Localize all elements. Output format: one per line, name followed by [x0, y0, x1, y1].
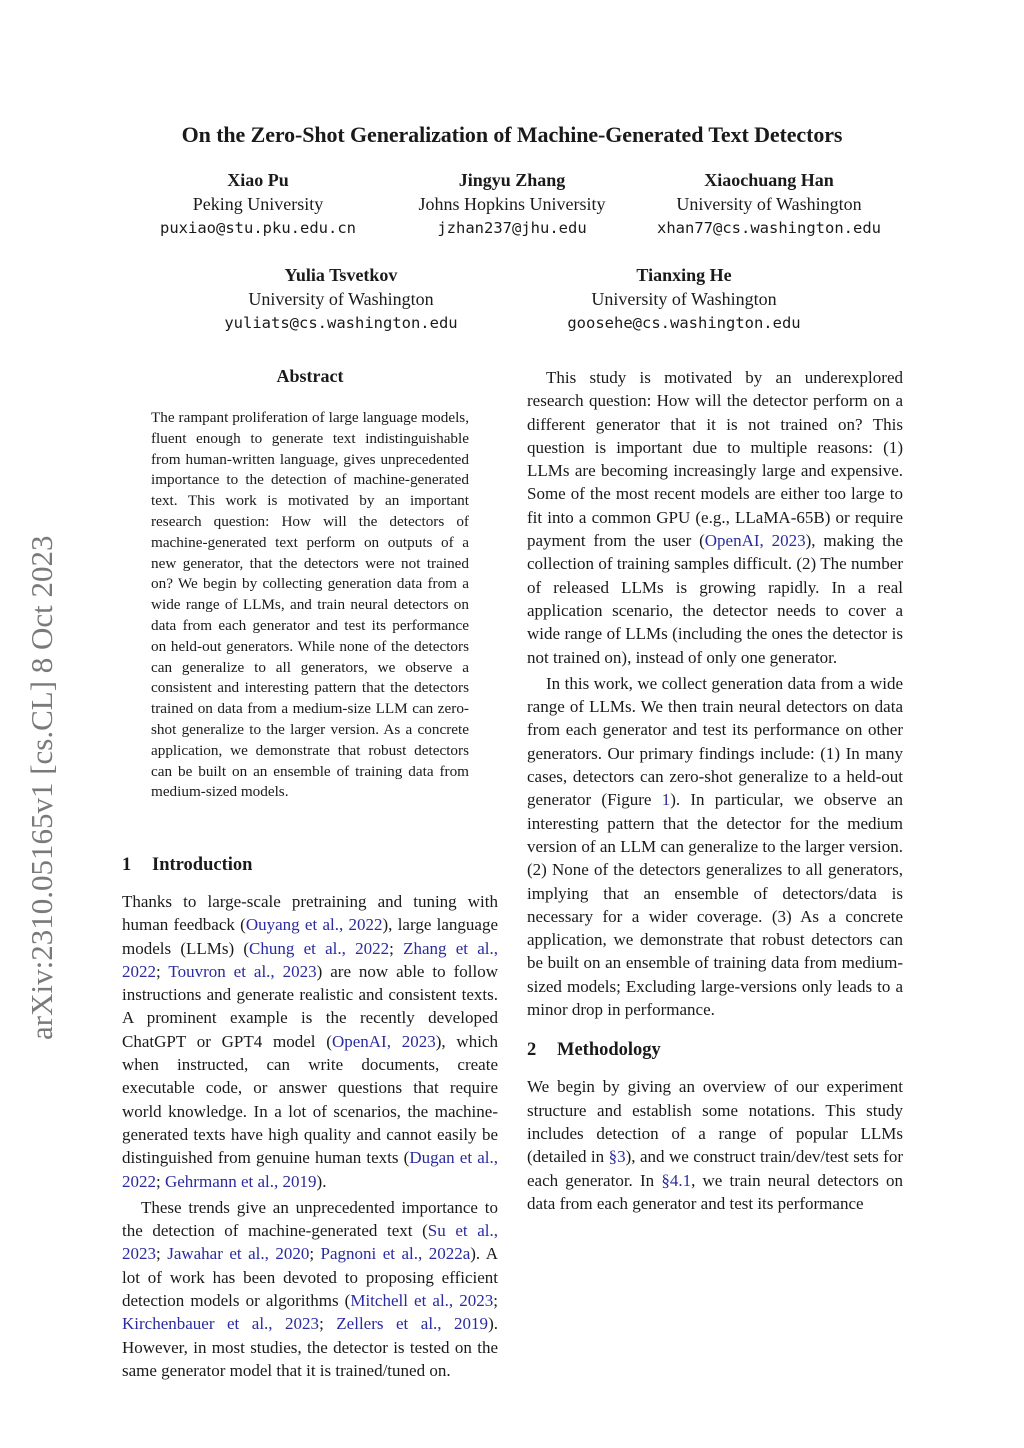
intro-paragraph-3: This study is motivated by an underexplored research question: How will the detector perform on a different generator that it is not trained on? This question is important due to multiple reasons: (1) LLMs are becoming increasingly large and expensive. Some of the most recent models are either too large to fit into a common GPU (e.g., LLaMA-65B) or require payment from the user (OpenAI, 2023), making the collection of training samples difficult. (2) The number of released LLMs is growing rapidly. In a real application scenario, the detector needs to cover a wide range of LLMs (including the ones the detector is not trained on), instead of only one generator.: [527, 368, 904, 667]
author-name: Xiaochuang Han: [704, 170, 834, 190]
right-column: [527, 366, 903, 1215]
author-email[interactable]: jzhan237@jhu.edu: [437, 219, 587, 237]
citation-link[interactable]: Zhang et al., 2022: [122, 938, 498, 981]
citation-link[interactable]: OpenAI, 2023: [331, 1031, 436, 1051]
intro-paragraph-1: Thanks to large-scale pretraining and tuning with human feedback (Ouyang et al., 2022), large language models (LLMs) (Chung et al., 2022; Zhang et al., 2022; Touvron et al., 2023) are now able to follow instructions and generate realistic and consistent texts. A prominent example is the recently developed ChatGPT or GPT4 model (OpenAI, 2023), which when instructed, can write documents, create executable code, or answer questions that require world knowledge. In a lot of scenarios, the machine-generated texts have high quality and cannot easily be distinguished from genuine human texts (Dugan et al., 2022; Gehrmann et al., 2019).: [122, 892, 498, 1191]
section-heading-methodology: [527, 1037, 903, 1063]
author-affiliation: University of Washington: [591, 289, 777, 309]
citation-link[interactable]: Touvron et al., 2023: [168, 961, 317, 981]
author-email[interactable]: xhan77@cs.washington.edu: [657, 219, 881, 237]
section-title: Introduction: [152, 855, 253, 875]
author-affiliation: University of Washington: [676, 194, 862, 214]
citation-link[interactable]: Zellers et al., 2019: [336, 1314, 489, 1334]
methodology-paragraph-1: We begin by giving an overview of our experiment structure and establish some notations. This study includes detection of a range of popular LLMs (detailed in §3), and we construct train/dev/test sets for each generator. In §4.1, we train neural detectors on data from each generator and test its performance: [527, 1077, 903, 1213]
citation-link[interactable]: Su et al., 2023: [122, 1221, 499, 1264]
arxiv-identifier: arXiv:2310.05165v1 [cs.CL] 8 Oct 2023: [24, 535, 59, 1040]
paper-title: On the Zero-Shot Generalization of Machine-Generated Text Detectors: [181, 122, 843, 147]
section-number: 1: [122, 855, 132, 875]
citation-link[interactable]: OpenAI, 2023: [704, 531, 806, 551]
citation-link[interactable]: Dugan et al., 2022: [122, 1148, 498, 1191]
section-number: 2: [527, 1040, 537, 1061]
section-heading-introduction: [122, 852, 498, 878]
author-block: [191, 263, 491, 336]
left-column: [122, 852, 498, 1382]
author-name: Jingyu Zhang: [458, 170, 566, 190]
author-block: [534, 263, 834, 336]
citation-link[interactable]: Chung et al., 2022: [249, 938, 390, 958]
author-email[interactable]: goosehe@cs.washington.edu: [567, 314, 801, 332]
author-block: [362, 168, 662, 241]
author-affiliation: Peking University: [192, 194, 324, 214]
author-affiliation: Johns Hopkins University: [418, 194, 606, 214]
citation-link[interactable]: Jawahar et al., 2020: [167, 1244, 310, 1264]
section-link[interactable]: §3: [608, 1147, 626, 1167]
abstract-heading: Abstract: [276, 366, 344, 386]
figure-link[interactable]: 1: [661, 790, 671, 810]
citation-link[interactable]: Pagnoni et al., 2022a: [320, 1244, 471, 1264]
citation-link[interactable]: Mitchell et al., 2023: [350, 1291, 494, 1311]
citation-link[interactable]: Gehrmann et al., 2019: [164, 1171, 317, 1191]
author-email[interactable]: puxiao@stu.pku.edu.cn: [160, 219, 356, 237]
section-title: Methodology: [557, 1040, 661, 1061]
abstract-text: The rampant proliferation of large language models, fluent enough to generate text indistinguishable from human-written language, gives unprecedented importance to the detection of machine-generated text. This work is motivated by an important research question: How will the detectors of machine-generated text perform on outputs of a new generator, that the detectors were not trained on? We begin by collecting generation data from a wide range of LLMs, and train neural detectors on data from each generator and test its performance on held-out generators. While none of the detectors can generalize to all generators, we observe a consistent and interesting pattern that the detectors trained on data from a medium-size LLM can zero-shot generalize to the larger version. As a concrete application, we demonstrate that robust detectors can be built on an ensemble of training data from medium-sized models.: [151, 409, 469, 801]
author-email[interactable]: yuliats@cs.washington.edu: [224, 314, 458, 332]
citation-link[interactable]: Kirchenbauer et al., 2023: [122, 1314, 320, 1334]
intro-paragraph-2a: These trends give an unprecedented importance to the detection of machine-generated text (Su et al., 2023; Jawahar et al., 2020; Pagnoni et al., 2022a). A lot of work has been devoted to proposing efficient detection models or algorithms (Mitchell et al., 2023; Kirchenbauer et al., 2023; Zellers et al., 2019). However, in most studies, the detector is tested on the same generator model that it is trained/tuned on.: [122, 1197, 499, 1380]
author-name: Yulia Tsvetkov: [284, 265, 398, 285]
author-name: Xiao Pu: [227, 170, 289, 190]
intro-paragraph-4: In this work, we collect generation data from a wide range of LLMs. We then train neural detectors on data from each generator and test its performance on other generators. Our primary findings include: (1) In many cases, detectors can zero-shot generalize to a held-out generator (Figure 1). In particular, we observe an interesting pattern that the detector for the medium version of an LLM can generalize to the larger version. (2) None of the detectors generalizes to all generators, implying that an ensemble of detectors/data is necessary for a wider coverage. (3) As a concrete application, we demonstrate that robust detectors can be built on an ensemble of training data from medium-sized models; Excluding large-versions only leads to a minor drop in performance.: [527, 673, 903, 1020]
citation-link[interactable]: Ouyang et al., 2022: [245, 915, 383, 935]
author-affiliation: University of Washington: [248, 289, 434, 309]
section-link[interactable]: §4.1: [661, 1170, 692, 1190]
author-name: Tianxing He: [636, 265, 732, 285]
author-block: [619, 168, 919, 241]
